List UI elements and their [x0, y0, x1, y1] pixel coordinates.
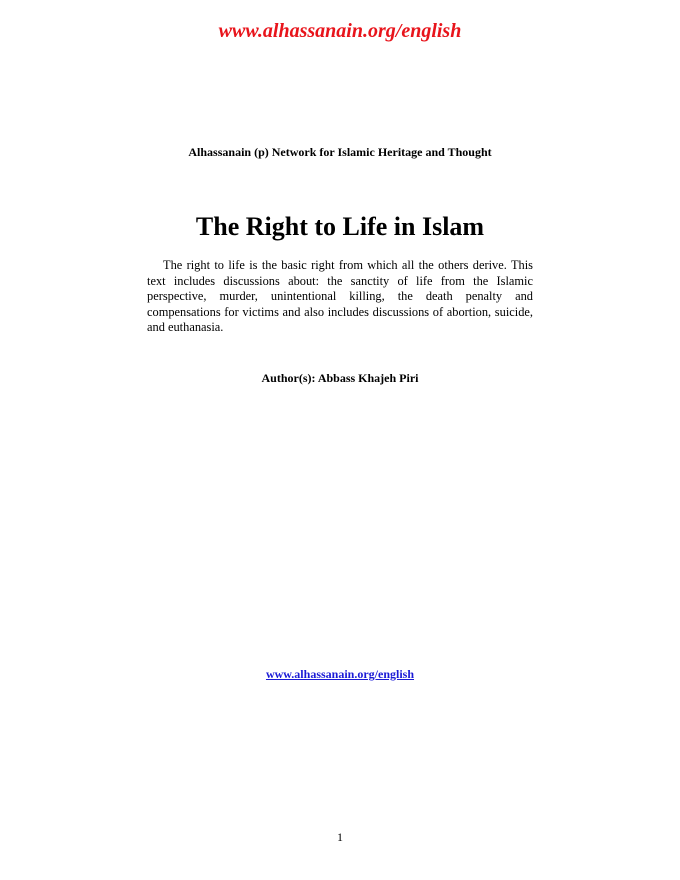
author-line: Author(s): Abbass Khajeh Piri	[261, 371, 419, 385]
network-name: Alhassanain (p) Network for Islamic Heritage and Thought	[188, 145, 492, 159]
header-url: www.alhassanain.org/english	[218, 20, 462, 42]
page-title: The Right to Life in Islam	[195, 212, 485, 241]
footer-link[interactable]: www.alhassanain.org/english	[265, 667, 415, 681]
page-number: 1	[337, 830, 343, 844]
abstract-paragraph: The right to life is the basic right from which all the others derive. This text includes discussions about: the sanctity of life from the Islamic perspective, murder, unintentional killing, the death penalty and compensations for victims and also includes discussions of abortion, suicide, and euthanasia.	[147, 258, 533, 334]
footer-link-container	[0, 666, 680, 682]
